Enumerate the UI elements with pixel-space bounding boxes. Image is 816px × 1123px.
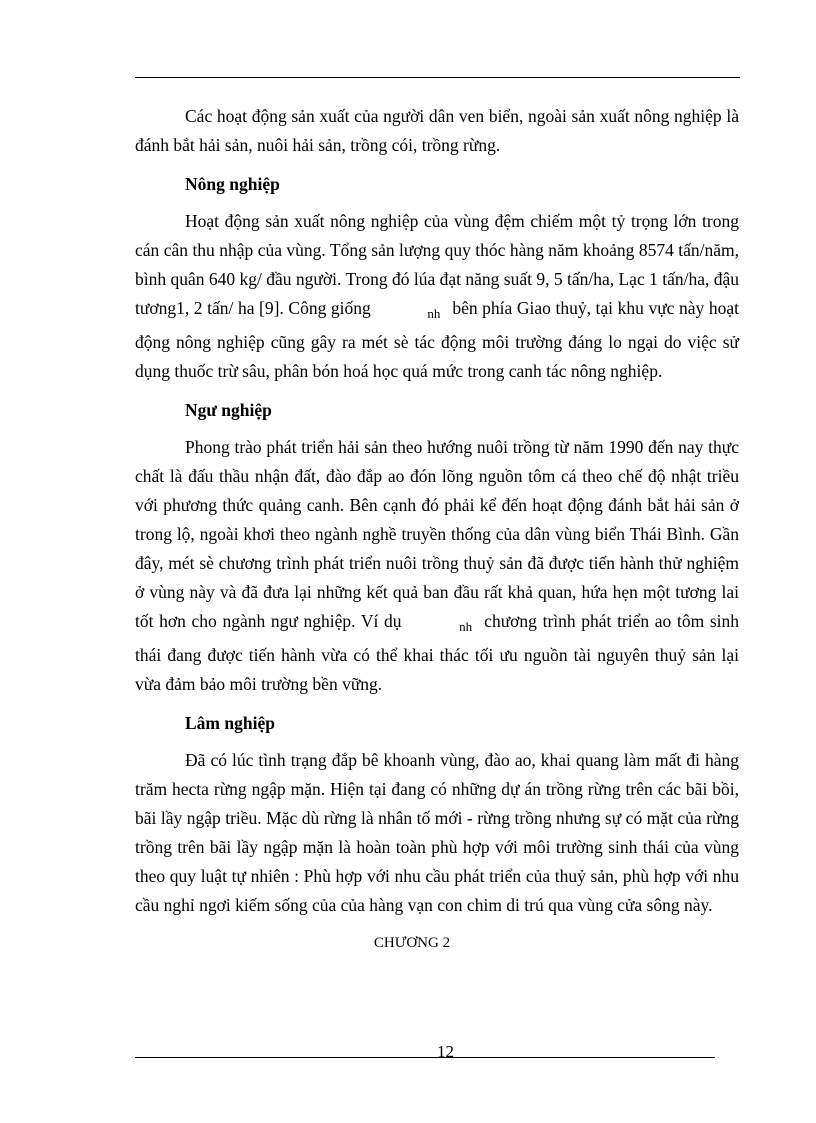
- section-heading-lam-nghiep: Lâm nghiệp: [185, 713, 275, 733]
- header-rule: [135, 77, 740, 78]
- paragraph-nong-nghiep: [135, 207, 739, 386]
- paragraph-text: chương trình phát triển ao tôm sinh thái đang được tiến hành vừa có thể khai thác tối ưu nguồn tài nguyên thuỷ sản lại vừa đảm bảo môi trường bền vững.: [135, 611, 740, 694]
- section-heading-ngu-nghiep: Ngư nghiệp: [185, 400, 272, 420]
- paragraph-text: Hoạt động sản xuất nông nghiệp của vùng đệm chiếm một tỷ trọng lớn trong cán cân thu nhập của vùng. Tổng sản lượng quy thóc hàng năm khoảng 8574 tấn/năm, bình quân 640 kg/ đầu người. Trong đó lúa đạt năng suất 9, 5 tấn/ha, Lạc 1 tấn/ha, đậu tương1, 2 tấn/ ha [9]. Công giống: [135, 211, 739, 318]
- small-text-fragment: nh: [427, 306, 441, 321]
- small-text-fragment: nh: [459, 619, 473, 634]
- paragraph-lam-nghiep: Đã có lúc tình trạng đắp bê khoanh vùng, đào ao, khai quang làm mất đi hàng trăm hecta rừng ngập mặn. Hiện tại đang có những dự án trồng rừng trên các bãi bồi, bãi lầy ngập triều. Mặc dù rừng là nhân tố mới - rừng trồng nhưng sự có mặt của rừng trồng trên bãi lầy ngập mặn là hoàn toàn phù hợp với môi trường sinh thái của vùng theo quy luật tự nhiên : Phù hợp với nhu cầu phát triển của thuỷ sản, phù hợp với nhu cầu nghỉ ngơi kiếm sống của của hàng vạn con chim di trú qua vùng cửa sông này.: [135, 750, 739, 915]
- footer-rule: [135, 1057, 715, 1058]
- section-heading-nong-nghiep: Nông nghiệp: [185, 174, 280, 194]
- paragraph-ngu-nghiep: [135, 433, 739, 699]
- document-body: [135, 102, 739, 954]
- paragraph-text: Phong trào phát triển hải sản theo hướng nuôi trồng từ năm 1990 đến nay thực chất là đấu thầu nhận đất, đào đắp ao đón lõng nguồn tôm cá theo chế độ nhật triều với phương thức quảng canh. Bên cạnh đó phải kể đến hoạt động đánh bắt hải sản ở trong lộ, ngoài khơi theo ngành nghề truyền thống của dân vùng biển Thái Bình. Gần đây, mét sè chương trình phát triển nuôi trồng thuỷ sản đã được tiến hành thử nghiệm ở vùng này và đã đưa lại những kết quả ban đầu rất khả quan, hứa hẹn một tương lai tốt hơn cho ngành ngư nghiệp. Ví dụ: [135, 437, 739, 631]
- paragraph-text: bên phía Giao thuỷ, tại khu vực này hoạt động nông nghiệp cũng gây ra mét sè tác động môi trường đáng lo ngại do việc sử dụng thuốc trừ sâu, phân bón hoá học quá mức trong canh tác nông nghiệp.: [135, 298, 739, 381]
- intro-paragraph: Các hoạt động sản xuất của người dân ven biển, ngoài sản xuất nông nghiệp là đánh bắt hải sản, nuôi hải sản, trồng cói, trồng rừng.: [135, 106, 739, 155]
- chapter-title: CHƯƠNG 2: [373, 935, 451, 951]
- page-number: 12: [437, 1042, 454, 1061]
